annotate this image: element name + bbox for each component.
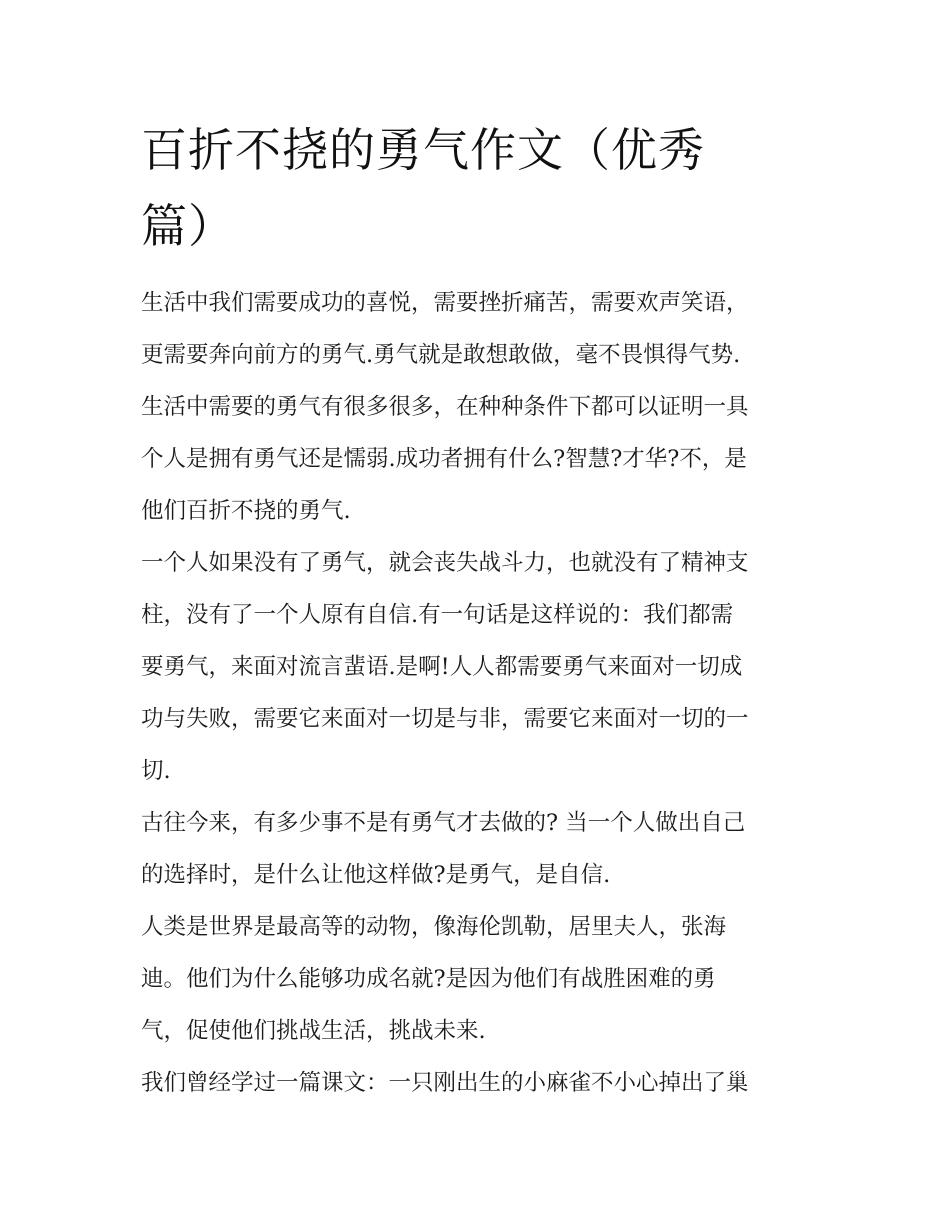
- document-body: [141, 277, 821, 1109]
- body-line: 我们曾经学过一篇课文：一只刚出生的小麻雀不小心掉出了巢: [141, 1070, 749, 1096]
- body-line: 个人是拥有勇气还是懦弱.成功者拥有什么?智慧?才华?不，是: [141, 446, 747, 472]
- body-line: 要勇气，来面对流言蜚语.是啊!人人都需要勇气来面对一切成: [141, 654, 743, 680]
- body-line: 生活中需要的勇气有很多很多，在种种条件下都可以证明一具: [141, 394, 749, 420]
- body-line: 切.: [141, 758, 171, 784]
- body-line: 迪。他们为什么能够功成名就?是因为他们有战胜困难的勇: [141, 966, 716, 992]
- body-line: 的选择时，是什么让他这样做?是勇气，是自信.: [141, 862, 611, 888]
- body-line: 气，促使他们挑战生活，挑战未来.: [141, 1018, 486, 1044]
- body-line: 一个人如果没有了勇气，就会丧失战斗力，也就没有了精神支: [141, 550, 749, 576]
- body-line: 古往今来，有多少事不是有勇气才去做的? 当一个人做出自己: [141, 810, 746, 836]
- title-line: 篇）: [141, 199, 235, 253]
- document-title: [141, 112, 781, 264]
- body-line: 生活中我们需要成功的喜悦，需要挫折痛苦，需要欢声笑语，: [141, 290, 749, 316]
- body-line: 更需要奔向前方的勇气.勇气就是敢想敢做，毫不畏惧得气势.: [141, 342, 741, 368]
- body-line: 柱，没有了一个人原有自信.有一句话是这样说的：我们都需: [141, 602, 734, 628]
- body-line: 人类是世界是最高等的动物，像海伦凯勒，居里夫人，张海: [141, 914, 727, 940]
- body-line: 他们百折不挠的勇气.: [141, 498, 351, 524]
- title-line: 百折不挠的勇气作文（优秀: [141, 123, 705, 177]
- body-line: 功与失败，需要它来面对一切是与非，需要它来面对一切的一: [141, 706, 749, 732]
